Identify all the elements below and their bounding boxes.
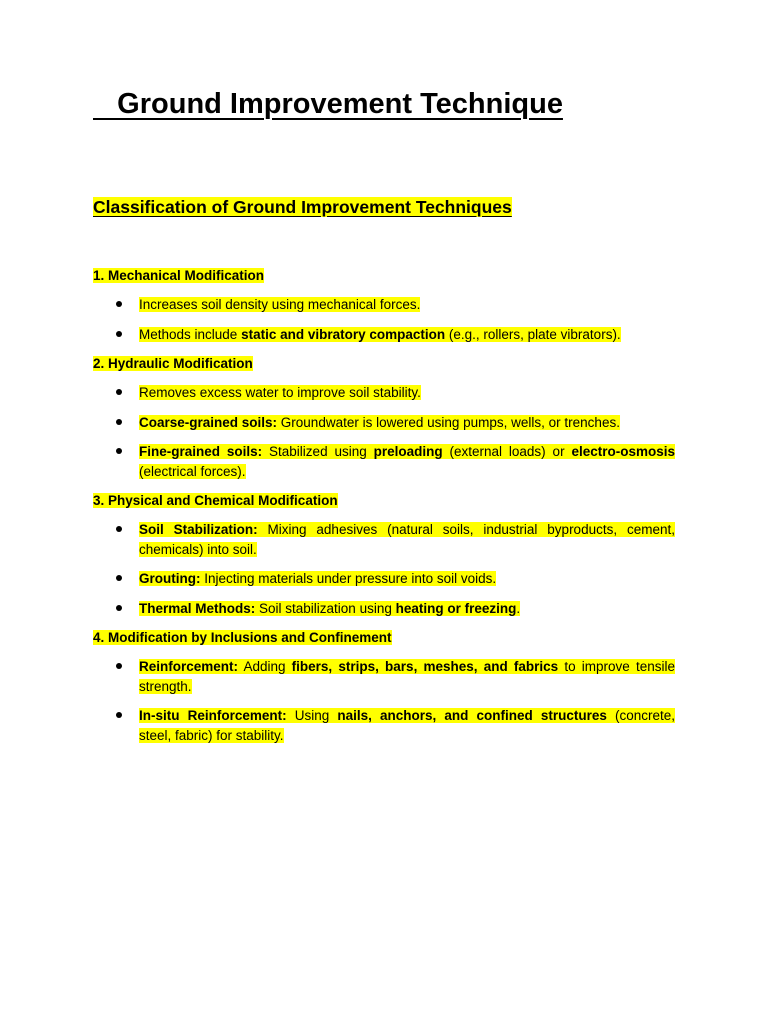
list-item <box>93 325 675 345</box>
list-item-text <box>139 385 421 400</box>
bold-text: Fine-grained soils: <box>139 444 263 459</box>
bullet-icon <box>116 575 122 581</box>
section-heading-text: 2. Hydraulic Modification <box>93 356 253 371</box>
list-item-text <box>139 297 420 312</box>
list-item <box>93 599 675 619</box>
text-run: Removes excess water to improve soil stability. <box>139 385 421 400</box>
list-item <box>93 383 675 403</box>
list-item <box>93 413 675 433</box>
list-item <box>93 520 675 559</box>
bold-text: Grouting: <box>139 571 201 586</box>
bold-text: preloading <box>373 444 443 459</box>
bullet-icon <box>116 301 122 307</box>
section-subtitle <box>93 197 512 218</box>
bold-text: nails, anchors, and confined structures <box>337 708 607 723</box>
bullet-list <box>93 520 675 618</box>
bullet-icon <box>116 419 122 425</box>
list-item-text <box>139 601 520 616</box>
bullet-list <box>93 295 675 344</box>
bold-text: Thermal Methods: <box>139 600 256 616</box>
page-title: Ground Improvement Technique <box>93 88 563 120</box>
bold-text: static and vibratory compaction <box>241 326 446 342</box>
section-heading <box>93 628 675 657</box>
text-run: Stabilized using <box>262 444 374 459</box>
text-run: Groundwater is lowered using pumps, wells, or trenches. <box>277 414 620 430</box>
list-item <box>93 569 675 589</box>
list-item-text <box>139 415 620 430</box>
bold-text: Coarse-grained soils: <box>139 414 278 430</box>
bold-text: electro-osmosis <box>571 444 675 459</box>
bold-text: Reinforcement: <box>139 659 239 674</box>
text-run: Increases soil density using mechanical forces. <box>139 297 421 312</box>
text-run: (electrical forces). <box>139 463 246 479</box>
bullet-list <box>93 657 675 745</box>
list-item-text <box>139 708 675 743</box>
text-run: Mixing adhesives (natural soils, industrial byproducts, cement, chemicals) into soil. <box>139 522 675 557</box>
bold-text: heating or freezing <box>395 600 517 616</box>
list-item-text <box>139 327 621 342</box>
bullet-icon <box>116 389 122 395</box>
text-run: Methods include <box>139 326 242 342</box>
list-item-text <box>139 444 675 479</box>
text-run: Injecting materials under pressure into soil voids. <box>200 571 497 586</box>
section-heading <box>93 266 675 295</box>
section-heading <box>93 354 675 383</box>
bullet-list <box>93 383 675 481</box>
text-run: Using <box>286 708 338 723</box>
bold-text: fibers, strips, bars, meshes, and fabrics <box>291 659 559 674</box>
bullet-icon <box>116 331 122 337</box>
list-item-text <box>139 522 675 557</box>
text-run: Adding <box>238 659 292 674</box>
subtitle-text: Classification of Ground Improvement Techniques <box>93 197 512 217</box>
section-heading-text: 3. Physical and Chemical Modification <box>93 493 338 508</box>
bold-text: Soil Stabilization: <box>139 522 258 537</box>
bullet-icon <box>116 448 122 454</box>
bullet-icon <box>116 663 122 669</box>
section-heading <box>93 491 675 520</box>
section-heading-text: 4. Modification by Inclusions and Confinement <box>93 630 392 645</box>
bullet-icon <box>116 526 122 532</box>
bullet-icon <box>116 712 122 718</box>
bold-text: In-situ Reinforcement: <box>139 708 287 723</box>
text-run: Soil stabilization using <box>255 600 396 616</box>
list-item <box>93 657 675 696</box>
text-run: (external loads) or <box>442 444 572 459</box>
text-run: to improve tensile strength. <box>139 659 675 694</box>
text-run: (concrete, steel, fabric) for stability. <box>139 708 675 743</box>
section-heading-text: 1. Mechanical Modification <box>93 268 265 283</box>
list-item <box>93 706 675 745</box>
list-item <box>93 295 675 315</box>
bullet-icon <box>116 605 122 611</box>
list-item <box>93 442 675 481</box>
list-item-text <box>139 571 496 586</box>
list-item-text <box>139 659 675 694</box>
text-run: (e.g., rollers, plate vibrators). <box>445 326 621 342</box>
text-run: . <box>516 600 521 616</box>
classification-list <box>93 266 675 755</box>
